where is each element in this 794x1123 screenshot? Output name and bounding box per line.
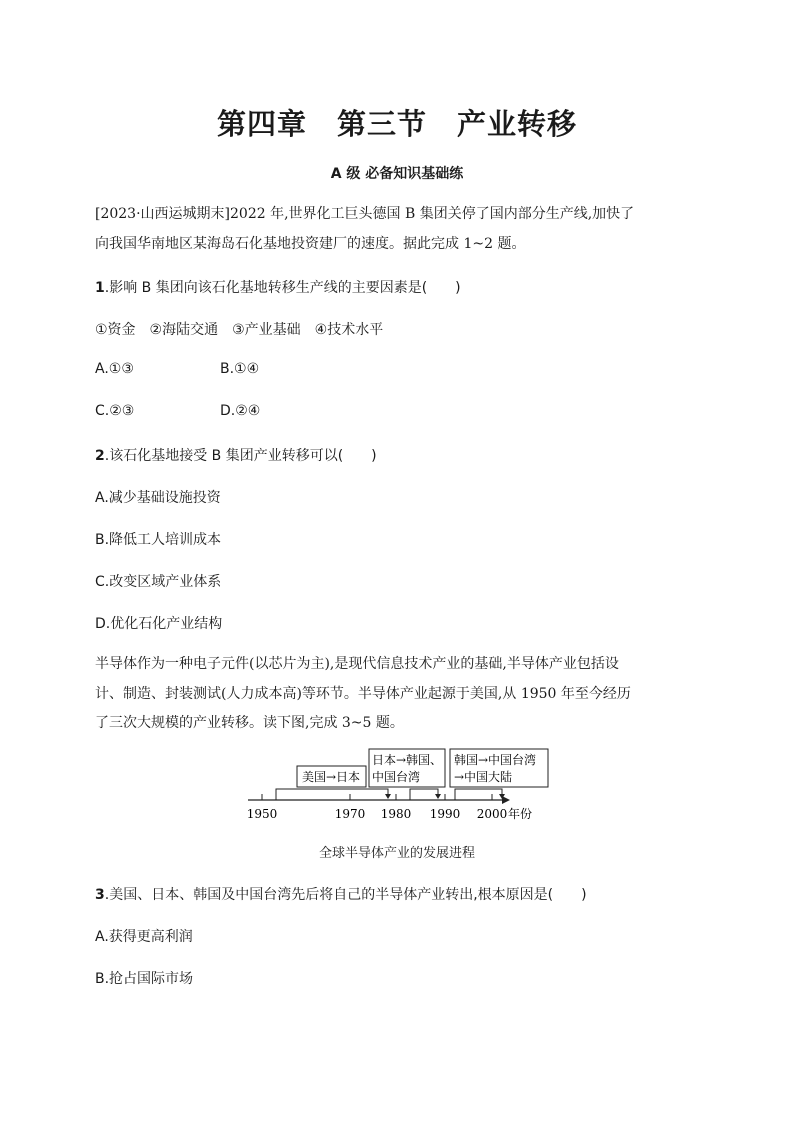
transfer-2-arrowhead	[435, 794, 441, 799]
figure-caption: 全球半导体产业的发展进程	[318, 846, 475, 861]
timeline-axis-arrow	[502, 796, 510, 804]
passage1-line2: 向我国华南地区某海岛石化基地投资建厂的速度。据此完成 1~2 题。	[95, 236, 526, 252]
question-3	[95, 884, 587, 904]
question-1	[95, 277, 461, 297]
question-1-option-d: D.②④	[220, 403, 261, 419]
tick-label-1970: 1970	[334, 807, 366, 821]
question-3-number: 3	[95, 887, 105, 903]
page-title: 第四章 第三节 产业转移	[216, 107, 577, 141]
question-3-option-b: B.抢占国际市场	[95, 971, 194, 987]
question-2-number: 2	[95, 448, 105, 464]
passage2-line2: 计、制造、封装测试(人力成本高)等环节。半导体产业起源于美国,从 1950 年至今经历	[95, 686, 631, 702]
transfer-1-bracket	[276, 789, 388, 800]
transfer-1-arrowhead	[385, 794, 391, 799]
question-2-option-a: A.减少基础设施投资	[95, 490, 221, 506]
question-2-option-d: D.优化石化产业结构	[95, 616, 223, 632]
question-1-choices: ①资金 ②海陆交通 ③产业基础 ④技术水平	[95, 322, 384, 338]
passage1-line1: [2023·山西运城期末]2022 年,世界化工巨头德国 B 集团关停了国内部分生产线,加快了	[95, 206, 635, 222]
tick-label-1990: 1990	[429, 807, 461, 821]
question-3-option-a: A.获得更高利润	[95, 929, 193, 945]
section-subtitle	[0, 163, 794, 183]
axis-unit-label: 年份	[508, 807, 533, 821]
question-1-number: 1	[95, 280, 105, 296]
question-2-stem: .该石化基地接受 B 集团产业转移可以( )	[104, 448, 377, 464]
transfer-3-label-line1: 韩国→中国台湾	[454, 753, 537, 767]
question-1-option-a: A.①③	[95, 361, 134, 377]
transfer-2-label-line2: 中国台湾	[372, 770, 421, 784]
question-2-option-b: B.降低工人培训成本	[95, 532, 222, 548]
passage2-line3: 了三次大规模的产业转移。读下图,完成 3~5 题。	[95, 715, 404, 731]
question-2	[95, 445, 377, 465]
passage2-line1: 半导体作为一种电子元件(以芯片为主),是现代信息技术产业的基础,半导体产业包括设	[95, 656, 619, 672]
question-3-stem: .美国、日本、韩国及中国台湾先后将自己的半导体产业转出,根本原因是( )	[104, 887, 587, 903]
transfer-2-label-line1: 日本→韩国、	[372, 753, 443, 767]
tick-label-1950: 1950	[246, 807, 278, 821]
transfer-3-label-line2: →中国大陆	[454, 770, 513, 784]
question-2-option-c: C.改变区域产业体系	[95, 574, 222, 590]
tick-label-2000: 2000	[476, 807, 508, 821]
question-1-stem: .影响 B 集团向该石化基地转移生产线的主要因素是( )	[104, 280, 461, 296]
question-1-option-c: C.②③	[95, 403, 135, 419]
transfer-3-bracket	[455, 789, 502, 800]
tick-label-1980: 1980	[380, 807, 412, 821]
section-subtitle-text: A 级 必备知识基础练	[330, 166, 464, 182]
question-1-option-b: B.①④	[220, 361, 260, 377]
semiconductor-timeline-figure	[240, 748, 550, 828]
transfer-2-bracket	[410, 789, 438, 800]
transfer-1-label: 美国→日本	[301, 770, 361, 784]
